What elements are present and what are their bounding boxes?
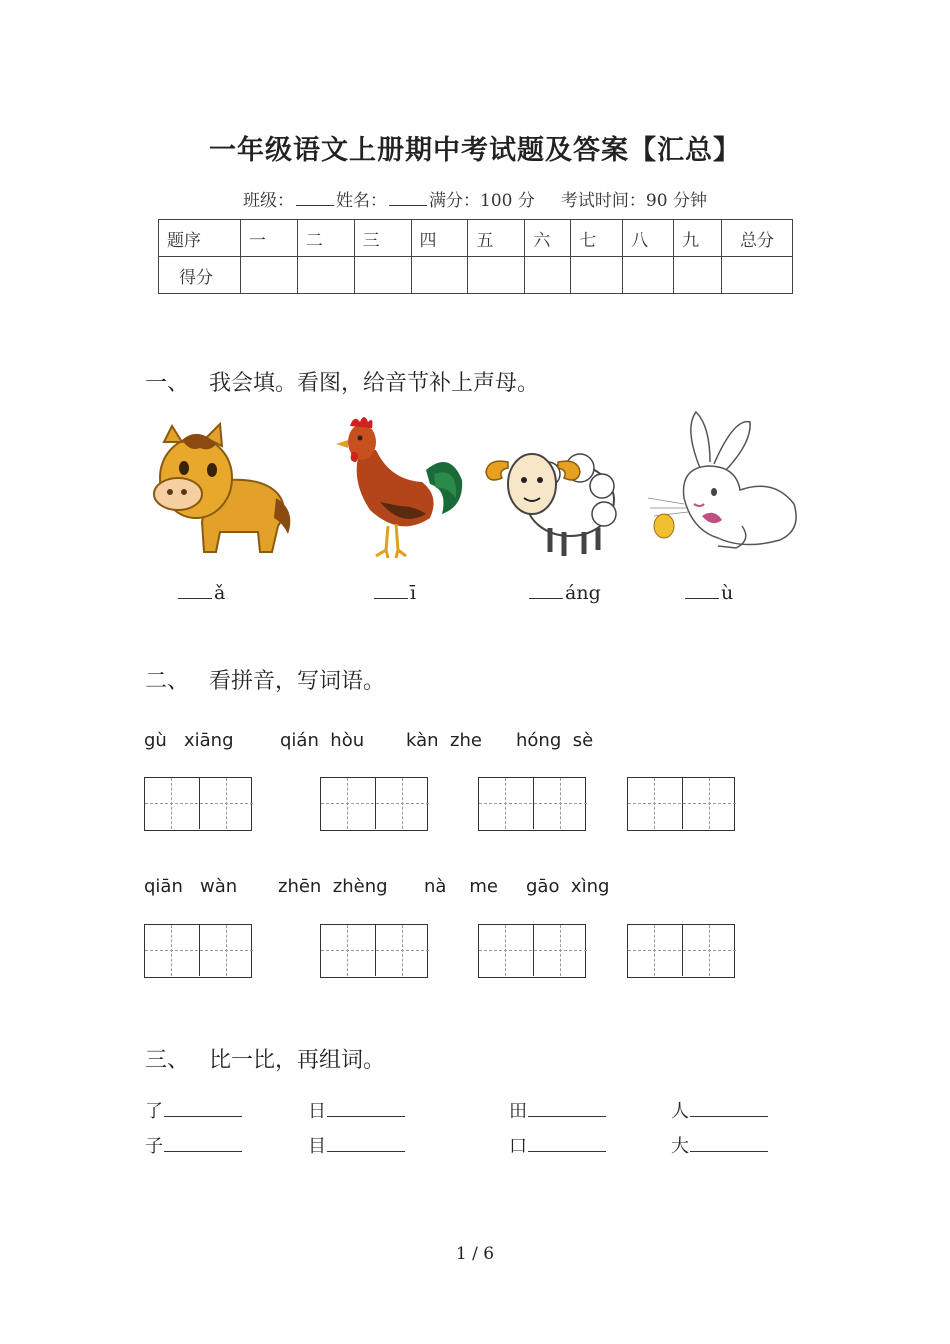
exam-time: 考试时间：90 分钟 — [560, 191, 707, 211]
table-header-cell: 八 — [623, 220, 674, 257]
table-header-cell: 总分 — [722, 220, 793, 257]
table-header-cell: 四 — [411, 220, 468, 257]
compare-item[interactable] — [509, 1097, 606, 1123]
section-3-heading — [145, 1043, 385, 1074]
writing-grid[interactable] — [144, 777, 252, 831]
pinyin-final: áng — [565, 582, 601, 604]
writing-grid[interactable] — [144, 924, 252, 978]
table-header-cell: 一 — [240, 220, 297, 257]
full-score: 满分：100 分 — [429, 191, 535, 211]
table-header-cell: 九 — [674, 220, 722, 257]
score-table-header-row — [159, 220, 793, 257]
pinyin-word: qián hòu — [280, 730, 365, 751]
section-2-heading — [145, 664, 385, 695]
name-blank[interactable] — [389, 191, 427, 206]
score-table — [158, 219, 793, 294]
score-cell[interactable] — [525, 257, 571, 294]
table-header-cell: 五 — [468, 220, 525, 257]
score-cell[interactable] — [354, 257, 411, 294]
compare-char: 口 — [509, 1136, 527, 1157]
compare-item[interactable] — [671, 1132, 768, 1158]
score-cell[interactable] — [297, 257, 354, 294]
score-cell[interactable] — [411, 257, 468, 294]
score-cell[interactable] — [722, 257, 793, 294]
sheep-icon — [480, 428, 620, 562]
exam-info — [0, 186, 950, 211]
pinyin-fill-2[interactable] — [374, 580, 416, 604]
answer-blank[interactable] — [164, 1137, 242, 1152]
section-1-heading — [145, 366, 539, 397]
answer-blank[interactable] — [327, 1102, 405, 1117]
table-header-cell: 七 — [571, 220, 623, 257]
pinyin-fill-4[interactable] — [685, 580, 733, 604]
score-cell[interactable] — [468, 257, 525, 294]
score-cell[interactable] — [674, 257, 722, 294]
writing-grid[interactable] — [320, 924, 428, 978]
pinyin-final: ǎ — [214, 582, 226, 604]
horse-icon — [150, 422, 296, 562]
writing-grid[interactable] — [320, 777, 428, 831]
page-title: 一年级语文上册期中考试题及答案【汇总】 — [209, 135, 741, 166]
page-number: 1 / 6 — [455, 1244, 495, 1264]
compare-char: 目 — [308, 1136, 326, 1157]
name-label: 姓名： — [336, 191, 388, 211]
section-instruction: 比一比，再组词。 — [209, 1048, 386, 1073]
answer-blank[interactable] — [178, 580, 212, 599]
section-number: 三、 — [145, 1048, 190, 1073]
compare-item[interactable] — [145, 1132, 242, 1158]
score-table-score-row — [159, 257, 793, 294]
compare-item[interactable] — [308, 1097, 405, 1123]
compare-item[interactable] — [509, 1132, 606, 1158]
table-header-cell: 三 — [354, 220, 411, 257]
score-cell[interactable] — [571, 257, 623, 294]
pinyin-word: nà me — [424, 876, 498, 897]
pinyin-word: zhēn zhèng — [278, 876, 388, 897]
writing-grid[interactable] — [627, 777, 735, 831]
section-number: 二、 — [145, 669, 190, 694]
section-instruction: 看拼音，写词语。 — [209, 669, 386, 694]
compare-char: 人 — [671, 1101, 689, 1122]
compare-char: 了 — [145, 1101, 163, 1122]
compare-char: 子 — [145, 1136, 163, 1157]
writing-grid[interactable] — [478, 777, 586, 831]
compare-item[interactable] — [308, 1132, 405, 1158]
writing-grid[interactable] — [478, 924, 586, 978]
table-header-cell: 六 — [525, 220, 571, 257]
section-number: 一、 — [145, 371, 190, 396]
answer-blank[interactable] — [528, 1102, 606, 1117]
pinyin-final: ī — [410, 582, 417, 604]
pinyin-word: qiān wàn — [144, 876, 238, 897]
class-blank[interactable] — [296, 191, 334, 206]
section-instruction: 我会填。看图，给音节补上声母。 — [209, 371, 540, 396]
answer-blank[interactable] — [327, 1137, 405, 1152]
class-label: 班级： — [243, 191, 295, 211]
score-cell[interactable] — [623, 257, 674, 294]
answer-blank[interactable] — [374, 580, 408, 599]
answer-blank[interactable] — [528, 1137, 606, 1152]
rabbit-icon — [644, 408, 804, 554]
pinyin-fill-1[interactable] — [178, 580, 225, 604]
compare-char: 日 — [308, 1101, 326, 1122]
compare-char: 大 — [671, 1136, 689, 1157]
table-header-cell: 题序 — [159, 220, 241, 257]
answer-blank[interactable] — [690, 1102, 768, 1117]
score-row-label: 得分 — [159, 257, 241, 294]
table-header-cell: 二 — [297, 220, 354, 257]
rooster-icon — [330, 410, 466, 562]
pinyin-fill-3[interactable] — [529, 580, 601, 604]
compare-char: 田 — [509, 1101, 527, 1122]
writing-grid[interactable] — [627, 924, 735, 978]
pinyin-final: ù — [721, 582, 734, 604]
answer-blank[interactable] — [690, 1137, 768, 1152]
score-cell[interactable] — [240, 257, 297, 294]
pinyin-word: gāo xìng — [526, 876, 610, 897]
answer-blank[interactable] — [164, 1102, 242, 1117]
compare-item[interactable] — [145, 1097, 242, 1123]
pinyin-word: hóng sè — [516, 730, 594, 751]
answer-blank[interactable] — [685, 580, 719, 599]
compare-item[interactable] — [671, 1097, 768, 1123]
pinyin-word: gù xiāng — [144, 730, 234, 751]
pinyin-word: kàn zhe — [406, 730, 482, 751]
answer-blank[interactable] — [529, 580, 563, 599]
